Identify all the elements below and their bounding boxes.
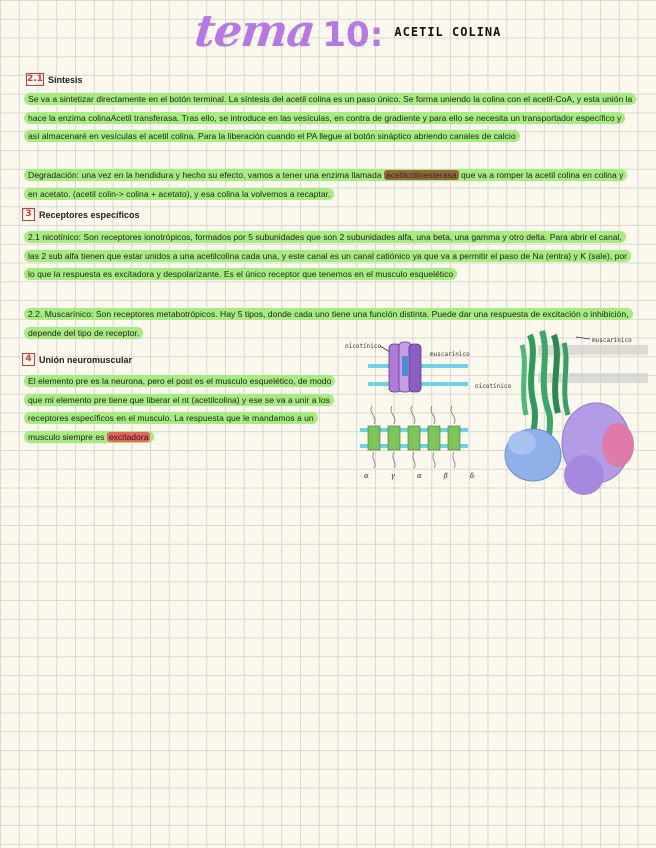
subunit-label: β: [443, 472, 448, 480]
paragraph-muscarinic: 2.2. Muscarínico: Son receptores metabotrópicos. Hay 5 tipos, donde cada uno tiene una función distinta. Puede dar una respuesta de excitación o inhibición, depende del tipo de receptor.: [24, 305, 634, 342]
paragraph-nicotinic: 2.1 nicotínico: Son receptores ionotrópicos, formados por 5 subunidades que son 2 subunidades alfa, una beta, una gamma y otro delta. Para abrir el canal, las 2 sub alfa tienen que estar unidos a una acetilcolina cada una, y este canal es un canal catiónico ya que va a permitir el paso de Na (entra) y K (sale), por lo que la respuesta es excitadora y despolarizante. Es el único receptor que tenemos en el musculo esquelético: [24, 228, 634, 284]
pink-domain: [602, 423, 634, 467]
page-title: [192, 6, 502, 57]
label-nicotinic: nicotínico: [345, 343, 382, 350]
paragraph-degradation: Degradación: una vez en la hendidura y hecho su efecto, vamos a tener una enzima llamada acetilcolinesterasa que va a romper la acetil colina en colina y en acetato. (acetil colin-> colina + acetato), y esa colina la volvemos a recaptar.: [24, 166, 634, 203]
section-heading-sintesis: [26, 73, 82, 86]
subunit-label: δ: [469, 472, 474, 480]
title-subtitle: ACETIL COLINA: [394, 25, 502, 39]
enzyme-highlight: acetilcolinesterasa: [385, 170, 457, 180]
section-number: 2.1: [27, 74, 43, 84]
arrow-muscarinic: [576, 337, 590, 339]
section-number: 4: [22, 353, 35, 366]
section-title: Receptores específicos: [39, 209, 140, 220]
receptor-membrane-diagram: [362, 338, 472, 398]
section-heading-receptores: [22, 208, 140, 221]
label-muscarinic-right: muscarínico: [592, 337, 632, 344]
paragraph-neuromuscular: El elemento pre es la neurona, pero el post es el musculo esquelético, de modo que mi elemento pre tiene que liberar el nt (acetilcolina) y ese se va a unir a los receptores específicos en el musculo. La respuesta que le mandamos a un musculo siempre es excitadora: [24, 372, 342, 446]
purple-receptor-icon: [389, 342, 421, 392]
protein-structure-illustration: [498, 325, 648, 505]
section-title: Síntesis: [47, 74, 83, 85]
subunit-label: γ: [390, 472, 395, 480]
label-nicotinic-right: nicotínico: [475, 383, 512, 390]
excitatory-highlight: excitadora: [108, 431, 149, 442]
label-muscarinic: muscarínico: [430, 351, 470, 358]
blue-domain-lobe: [508, 431, 536, 455]
purple-domain-lobe: [564, 455, 604, 495]
subunit-diagram: [360, 402, 470, 482]
title-main: tema: [192, 6, 318, 57]
title-number: 10:: [322, 15, 384, 55]
subunit-helices: [368, 406, 460, 468]
section-number: 3: [22, 208, 35, 221]
paragraph-synthesis: Se va a sintetizar directamente en el botón terminal. La síntesis del acetil colina es un paso único. Se forma uniendo la colina con el acetil-CoA, y esta unión la hace la enzima colinaAcetil transferasa. Tras ello, se introduce en las vesículas, en contra de gradiente y para ello se necesita un transportador específico y así almacenaré en vesículas el acetil colina. Para la liberación cuando el PA llegue al botón sináptico abriendo canales de calcio: [24, 90, 634, 146]
section-title: Unión neuromuscular: [39, 354, 133, 365]
subunit-labels: [364, 472, 474, 480]
section-heading-union: [22, 353, 132, 366]
subunit-label: α: [364, 472, 369, 480]
subunit-label: α: [416, 472, 422, 480]
arrow-nicotinic: [380, 346, 390, 352]
